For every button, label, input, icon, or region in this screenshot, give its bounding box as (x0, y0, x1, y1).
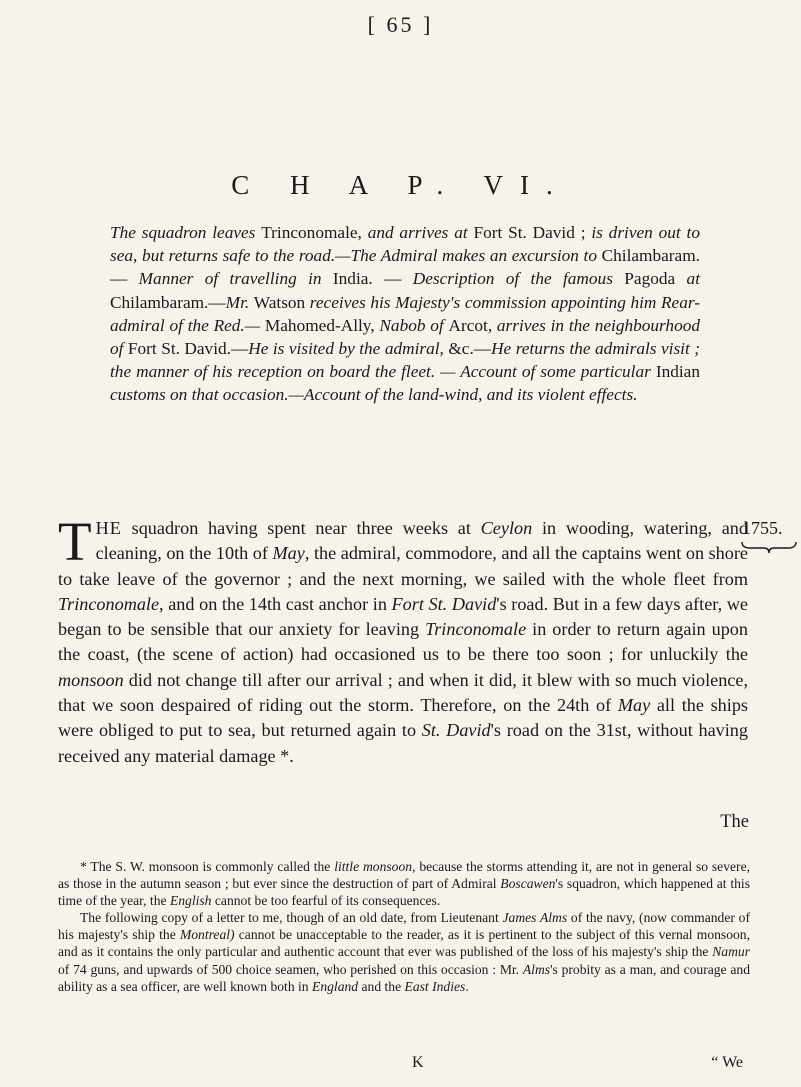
summary-run: Fort St. David ; (473, 223, 592, 242)
body-run: May (272, 543, 305, 564)
body-run: Ceylon (480, 518, 533, 538)
summary-run: Pagoda (624, 269, 687, 289)
body-paragraph (58, 511, 749, 766)
body-run: St. David (421, 720, 491, 741)
body-run: all the ships were obliged to put to sea, but returned again to (58, 695, 748, 741)
summary-run: Manner of travelling in (138, 269, 333, 289)
footnote-run: The following copy of a letter to me, though of an old date, from Lieutenant (80, 910, 503, 926)
summary-run: is driven out to sea, but returns safe to the road.—The Admiral makes an excursion to (110, 223, 700, 266)
footnote-run: Montreal) (179, 927, 235, 943)
summary-run: Fort St. David.— (127, 339, 249, 359)
summary-run: Trinconomale, (261, 223, 368, 242)
body-run: monsoon (58, 669, 124, 690)
summary-run: Description of the famous (412, 269, 625, 289)
body-run: squadron having spent near three weeks at (121, 518, 481, 538)
body-run: , the admiral, commodore, and all the captains went on shore to take leave of the governor ; and the next morning, we sailed with the whole fleet from (58, 543, 749, 589)
summary-run: Arcot, (448, 315, 497, 335)
summary-run: customs on that occasion.—Account of the land-wind, and its violent effects. (110, 385, 638, 405)
footnote-run: Namur (712, 944, 750, 960)
body-run: in wooding, watering, and cleaning, on the 10th of (95, 518, 748, 564)
footnote-run: cannot be too fearful of its consequences. (211, 893, 441, 909)
footnote-paragraph (58, 858, 750, 909)
body-run: 's road. But in a few days after, we began to be sensible that our anxiety for leaving (58, 593, 748, 640)
footnote-run: little monsoon (334, 859, 413, 874)
footnote-run: cannot be unacceptable to the reader, as it is pertinent to the subject of this vernal monsoon, and as it contains the only particular and authentic account that ever was published of the loss of his majesty's ship the (58, 927, 750, 960)
footnote-run: East Indies (404, 978, 466, 994)
summary-run: arrives in the neighbourhood of (110, 315, 700, 359)
margin-brace-icon (740, 540, 798, 554)
footnote-run: , because the storms attending it, are not in general so severe, as those in the autumn season ; but ever since the destruction of part of Admiral (58, 859, 750, 892)
body-run: , and on the 14th cast anchor in (159, 593, 392, 614)
footnote-run: of 74 guns, and upwards of 500 choice seamen, who perished on this occasion : Mr. (58, 961, 523, 977)
footnote-run: * The S. W. monsoon is commonly called the (80, 859, 335, 874)
summary-run: Watson (253, 292, 310, 312)
summary-run: He is visited by the admiral, (248, 339, 449, 359)
footnote-run: . (465, 978, 469, 994)
summary-run: Indian (655, 362, 700, 382)
drop-cap: T (58, 511, 92, 572)
body-catchword: The (720, 812, 749, 832)
summary-run: India. — (332, 269, 413, 289)
margin-year: 1755. (742, 518, 783, 538)
summary-run: squadron leaves (141, 223, 262, 242)
body-run: did not change till after our arrival ; and when it did, it blew with so much violence, that we soon despaired of riding out the storm. Therefore, on the 24th of (58, 669, 748, 716)
summary-run: Chilambaram.— (110, 292, 226, 312)
body-text (58, 511, 749, 769)
summary-run: Mr. (225, 292, 254, 312)
body-run: Trinconomale (58, 593, 160, 614)
footnote-run: James Alms (502, 910, 568, 926)
footnote-run: Boscawen (500, 876, 556, 892)
summary-run: Mahomed-Ally, (264, 315, 380, 335)
summary-run: He returns the admirals visit ; the manner of his reception on board the fleet. — Account of some particular (110, 339, 701, 382)
footnote-paragraph (58, 909, 750, 994)
body-run: May (617, 695, 651, 716)
summary-run: receives his Majesty's commission appointing him Rear-admiral of the Red.— (110, 292, 700, 335)
footnote-run: and the (358, 978, 405, 994)
body-run: Fort St. David (391, 593, 497, 614)
body-run: 's road on the 31st, without having received any material damage *. (58, 720, 748, 766)
footnote-run: Alms (522, 961, 551, 977)
summary-run: The (110, 223, 142, 242)
footnote-run: England (312, 978, 359, 994)
chapter-heading: C H A P. VI. (231, 170, 570, 200)
body-run: Trinconomale (425, 619, 527, 640)
footnote-run: of the navy, (now commander of his majesty's ship the (58, 910, 750, 943)
summary-run: Nabob of (379, 315, 449, 335)
summary-run: and arrives at (367, 223, 474, 242)
footnote (58, 858, 750, 995)
footnote-run: 's squadron, which happened at this time of the year, the (58, 876, 750, 909)
summary-run: at (686, 269, 700, 289)
summary-run: Chilambaram. — (110, 246, 700, 289)
summary-run: &c.— (448, 339, 492, 359)
page-number: [ 65 ] (367, 12, 434, 37)
signature-mark: K (412, 1054, 424, 1071)
chapter-summary (110, 221, 700, 407)
footnote-catchword: “ We (711, 1054, 743, 1071)
footnote-run: 's probity as a man, and courage and ability as a sea officer, are well known both in (58, 961, 750, 994)
opening-word: HE (95, 518, 122, 538)
footnote-run: English (169, 893, 212, 909)
body-run: in order to return again upon the coast, (the scene of action) had occasioned us to be there too soon ; for unluckily the (58, 619, 748, 665)
